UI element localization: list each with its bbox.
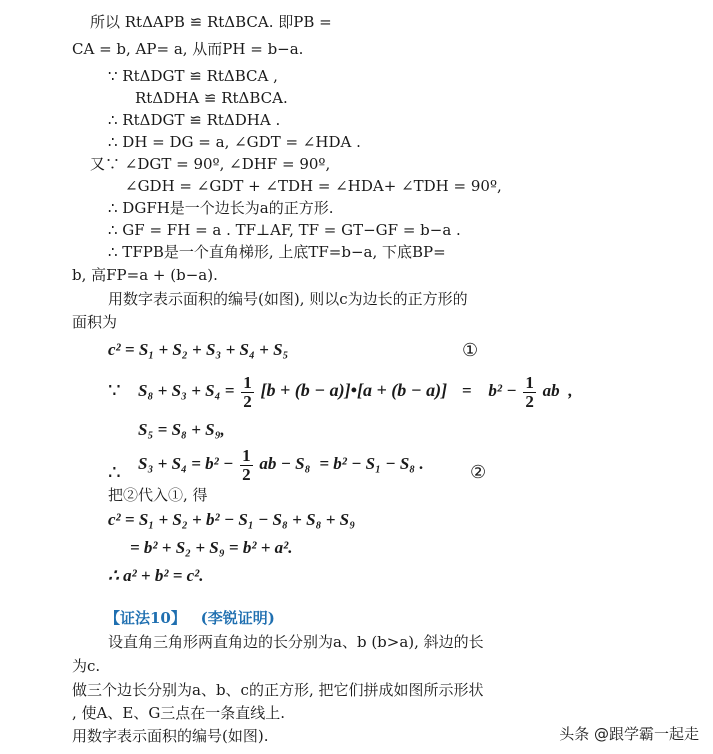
text-line: 所以 RtΔAPB ≌ RtΔBCA. 即PB = — [90, 13, 332, 31]
equation-s3-s4 — [138, 442, 424, 486]
equation-substituted: c² = S₁ + S₂ + b² − S₁ − S₈ + S₈ + S₉ — [108, 510, 356, 529]
text-line: ∵ RtΔDGT ≌ RtΔBCA , — [108, 67, 278, 85]
equation-simplified: = b² + S₂ + S₉ = b² + a². — [130, 538, 293, 557]
text-line: 做三个边长分别为a、b、c的正方形, 把它们拼成如图所示形状 — [72, 681, 484, 699]
fraction-half — [241, 374, 254, 411]
text-line: b, 高FP=a + (b−a). — [72, 266, 218, 284]
text-line: 用数字表示面积的编号(如图). — [72, 727, 269, 745]
equation-conclusion: ∴ a² + b² = c². — [108, 566, 204, 585]
text-line: ∠GDH = ∠GDT + ∠TDH = ∠HDA+ ∠TDH = 90º, — [125, 177, 502, 195]
fraction-numerator: 1 — [525, 372, 534, 392]
eq4-rhs: = b² − S₁ − S₈ . — [319, 454, 424, 473]
because-symbol: ∵ — [108, 378, 121, 402]
fraction-numerator: 1 — [243, 372, 252, 392]
eq2-ab: ab — [542, 381, 560, 400]
text-line: ∴ DH = DG = a, ∠GDT = ∠HDA . — [108, 133, 361, 151]
text-line: 设直角三角形两直角边的长分别为a、b (b>a), 斜边的长 — [108, 633, 484, 651]
fraction-denominator: 2 — [243, 391, 252, 411]
text-line: 用数字表示面积的编号(如图), 则以c为边长的正方形的 — [108, 290, 468, 308]
eq2-lhs: S₈ + S₃ + S₄ = — [138, 381, 235, 400]
eq2-equals: = — [461, 381, 472, 400]
fraction-half — [240, 447, 253, 484]
equation-s8-s3-s4 — [138, 368, 573, 413]
fraction-denominator: 2 — [525, 391, 534, 411]
text-line: RtΔDHA ≌ RtΔBCA. — [135, 89, 288, 107]
eq4-lhs: S₃ + S₄ = b² − — [138, 454, 234, 473]
text-line: 又∵ ∠DGT = 90º, ∠DHF = 90º, — [90, 155, 331, 173]
eq2-bracket: [b + (b − a)]•[a + (b − a)] — [260, 380, 448, 400]
text-line: CA = b, AP= a, 从而PH = b−a. — [72, 40, 304, 58]
equation-s5: S₅ = S₈ + S₉, — [138, 420, 225, 439]
text-line: 把②代入①, 得 — [108, 486, 208, 504]
text-line: 为c. — [72, 657, 101, 675]
watermark: 头条 @跟学霸一起走 — [559, 725, 699, 743]
text-line: , 使A、E、G三点在一条直线上. — [72, 704, 286, 722]
fraction-half — [523, 374, 536, 411]
fraction-numerator: 1 — [242, 445, 251, 465]
eq4-mid: ab − S₈ — [259, 454, 311, 473]
circled-one: ① — [462, 340, 479, 361]
text-line: ∴ TFPB是一个直角梯形, 上底TF=b−a, 下底BP= — [108, 243, 446, 261]
fraction-denominator: 2 — [242, 464, 251, 484]
text-line: 面积为 — [72, 313, 118, 331]
proof10-title: 【证法10】 — [105, 609, 186, 627]
eq2-comma: , — [568, 381, 573, 400]
text-line: ∴ GF = FH = a . TF⊥AF, TF = GT−GF = b−a . — [108, 221, 461, 239]
circled-two: ② — [470, 462, 487, 483]
equation-c-squared: c² = S₁ + S₂ + S₃ + S₄ + S₅ — [108, 340, 289, 359]
proof10-author: (李锐证明) — [200, 609, 275, 627]
eq2-rhs-b2: b² − — [488, 381, 517, 400]
therefore-symbol: ∴ — [108, 460, 121, 484]
text-line: ∴ DGFH是一个边长为a的正方形. — [108, 199, 334, 217]
text-line: ∴ RtΔDGT ≌ RtΔDHA . — [108, 111, 281, 129]
proof10-heading — [105, 608, 275, 628]
